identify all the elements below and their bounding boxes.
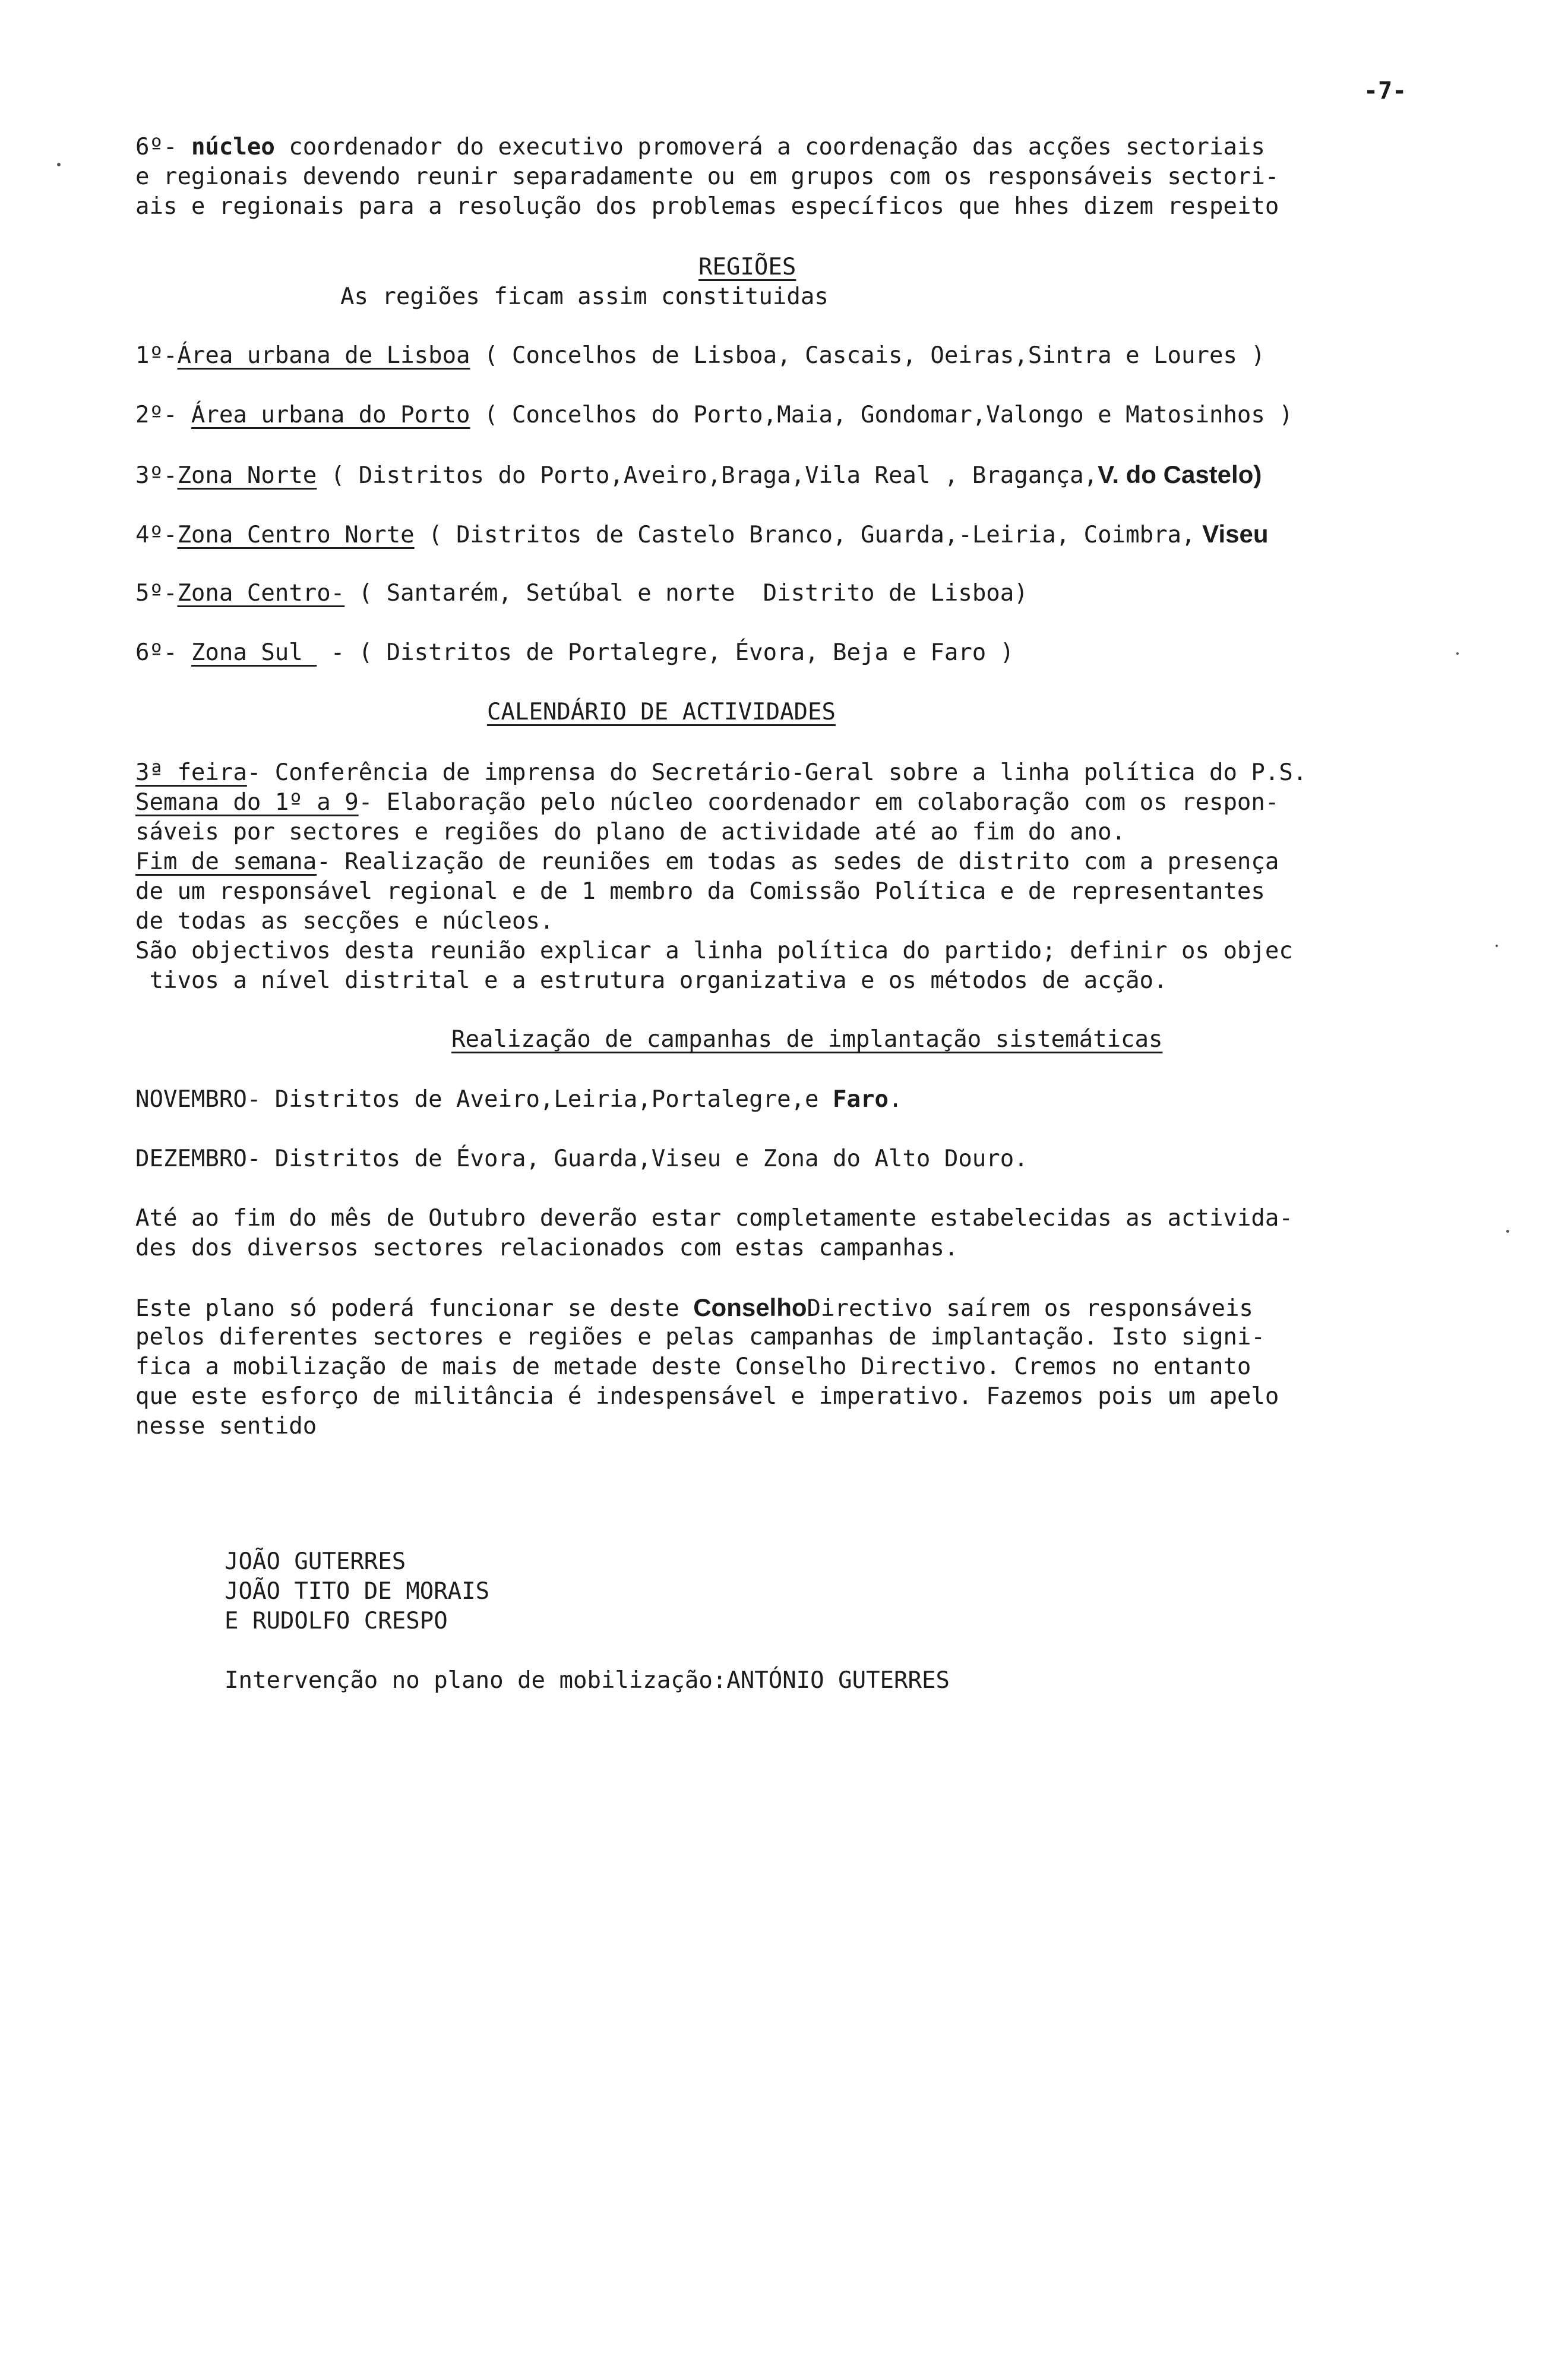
region-item: 1º-Área urbana de Lisboa ( Concelhos de Lisboa, Cascais, Oeiras,Sintra e Loures ) [135, 342, 1265, 369]
signature-name: JOÃO TITO DE MORAIS [225, 1578, 490, 1605]
calendario-line: São objectivos desta reunião explicar a linha política do partido; definir os objec [135, 938, 1293, 964]
campanhas-ate-line2: des dos diversos sectores relacionados com estas campanhas. [135, 1235, 959, 1261]
plano-line: que este esforço de militância é indespensável e imperativo. Fazemos pois um apelo [135, 1383, 1279, 1410]
scan-speck [1506, 1230, 1509, 1233]
region-item: 5º-Zona Centro- ( Santarém, Setúbal e norte Distrito de Lisboa) [135, 580, 1028, 607]
calendario-line: Semana do 1º a 9- Elaboração pelo núcleo coordenador em colaboração com os respon- [135, 789, 1279, 816]
campanhas-heading: Realização de campanhas de implantação sistemáticas [451, 1026, 1163, 1053]
point6-line1: 6º- núcleo coordenador do executivo promoverá a coordenação das acções sectoriais [135, 134, 1265, 160]
point6-number: 6º- [135, 134, 178, 160]
region-name: Zona Sul [191, 639, 317, 666]
calendario-heading: CALENDÁRIO DE ACTIVIDADES [487, 699, 836, 725]
plano-line: Este plano só poderá funcionar se deste ConselhoDirectivo saírem os responsáveis [135, 1293, 1253, 1322]
region-name: Zona Norte [177, 462, 317, 489]
plano-line: pelos diferentes sectores e regiões e pelas campanhas de implantação. Isto signi- [135, 1324, 1265, 1350]
calendario-line: 3ª feira- Conferência de imprensa do Secretário-Geral sobre a linha política do P.S. [135, 759, 1307, 786]
handwritten-addition: V. do Castelo) [1098, 460, 1262, 488]
point6-line3: ais e regionais para a resolução dos problemas específicos que hhes dizem respeito [135, 193, 1279, 220]
scan-speck [57, 163, 61, 166]
plano-line: nesse sentido [135, 1413, 317, 1440]
signature-name: E RUDOLFO CRESPO [225, 1608, 448, 1634]
calendario-line: Fim de semana- Realização de reuniões em todas as sedes de distrito com a presença [135, 848, 1279, 875]
region-name: Zona Centro- [177, 580, 345, 607]
point6-nucleo: núcleo [191, 134, 275, 160]
intervencao-line: Intervenção no plano de mobilização:ANTÓNIO GUTERRES [225, 1667, 950, 1694]
region-name: Área urbana de Lisboa [177, 342, 470, 369]
scan-speck [1496, 945, 1498, 947]
region-item: 4º-Zona Centro Norte ( Distritos de Castelo Branco, Guarda,-Leiria, Coimbra, Viseu [135, 520, 1269, 548]
point6-line2: e regionais devendo reunir separadamente ou em grupos com os responsáveis sectori- [135, 163, 1279, 190]
scan-speck [1456, 652, 1459, 655]
calendario-line: de todas as secções e núcleos. [135, 908, 554, 935]
calendario-line: sáveis por sectores e regiões do plano de actividade até ao fim do ano. [135, 819, 1126, 845]
plano-line: fica a mobilização de mais de metade deste Conselho Directivo. Cremos no entanto [135, 1353, 1251, 1380]
region-item: 3º-Zona Norte ( Distritos do Porto,Aveiro,Braga,Vila Real , Bragança,V. do Castelo) [135, 460, 1262, 489]
campanhas-ate-line1: Até ao fim do mês de Outubro deverão estar completamente estabelecidas as activida- [135, 1205, 1293, 1232]
region-name: Área urbana do Porto [191, 402, 470, 428]
region-item: 6º- Zona Sul - ( Distritos de Portalegre, Évora, Beja e Faro ) [135, 639, 1014, 666]
calendario-line: tivos a nível distrital e a estrutura organizativa e os métodos de acção. [135, 967, 1168, 994]
campanha-novembro: NOVEMBRO- Distritos de Aveiro,Leiria,Portalegre,e Faro. [135, 1086, 903, 1113]
conselho-word: Conselho [693, 1293, 807, 1321]
signature-name: JOÃO GUTERRES [225, 1548, 406, 1575]
calendario-line: de um responsável regional e de 1 membro da Comissão Política e de representantes [135, 878, 1265, 905]
page-number: -7- [1364, 77, 1407, 105]
region-name: Zona Centro Norte [177, 522, 415, 548]
handwritten-addition: Viseu [1195, 520, 1269, 548]
campanha-dezembro: DEZEMBRO- Distritos de Évora, Guarda,Viseu e Zona do Alto Douro. [135, 1145, 1028, 1172]
region-item: 2º- Área urbana do Porto ( Concelhos do Porto,Maia, Gondomar,Valongo e Matosinhos ) [135, 402, 1293, 428]
regioes-heading: REGIÕES [698, 254, 796, 280]
regioes-intro: As regiões ficam assim constituidas [340, 283, 829, 310]
